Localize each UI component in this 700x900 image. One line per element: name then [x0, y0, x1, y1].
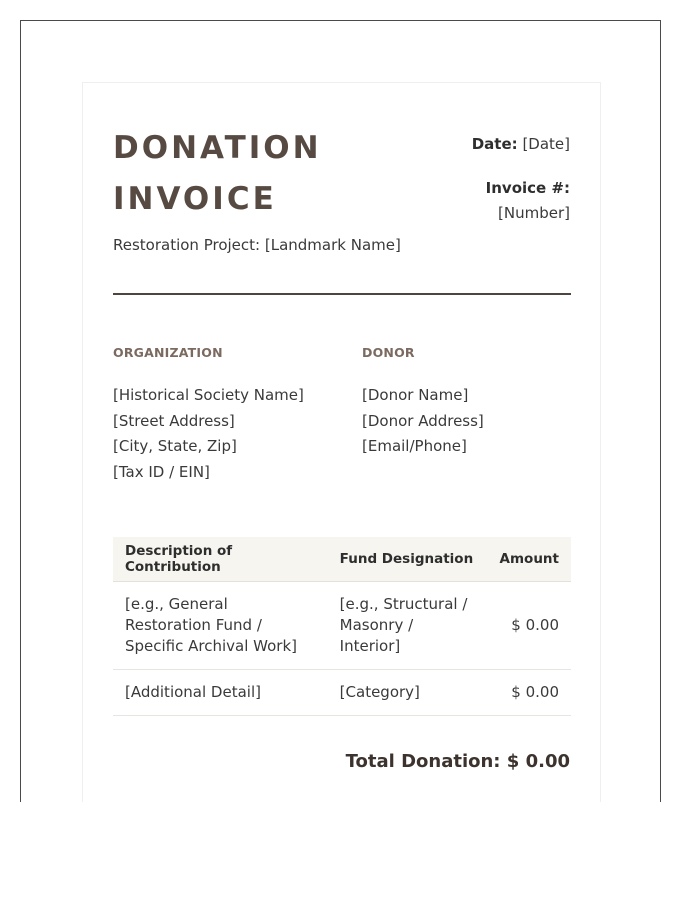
organization-line: [City, State, Zip]: [113, 437, 237, 456]
invoice-title: [113, 123, 393, 225]
invoice-meta: [410, 134, 570, 226]
donor-label: DONOR: [362, 345, 415, 360]
cell-amount: $ 0.00: [488, 670, 571, 716]
invoice-number-value: [Number]: [498, 204, 570, 222]
date-row: [410, 134, 570, 154]
project-label: Restoration Project:: [113, 236, 261, 254]
organization-block: [113, 345, 353, 486]
donor-line: [Email/Phone]: [362, 437, 467, 456]
cell-description: [Additional Detail]: [113, 670, 328, 716]
cell-fund: [Category]: [328, 670, 488, 716]
invoice-card: [82, 82, 601, 802]
project-value: [Landmark Name]: [264, 236, 401, 254]
total-label: Total Donation:: [345, 751, 501, 772]
table-row: [113, 670, 571, 716]
donor-line: [Donor Address]: [362, 411, 484, 430]
organization-line: [Tax ID / EIN]: [113, 463, 210, 482]
organization-line: [Street Address]: [113, 411, 235, 430]
title-line-1: DONATION: [113, 130, 322, 166]
invoice-number-row: [410, 176, 570, 226]
total-donation: [346, 751, 570, 772]
organization-label: ORGANIZATION: [113, 345, 223, 360]
total-value: $ 0.00: [506, 751, 570, 772]
cell-fund: [e.g., Structural / Masonry / Interior]: [328, 582, 488, 670]
donor-line: [Donor Name]: [362, 386, 469, 404]
contribution-table: [113, 537, 571, 716]
title-block: [113, 123, 393, 225]
donor-block: [362, 345, 562, 460]
invoice-number-label: Invoice #:: [485, 179, 570, 197]
organization-line: [Historical Society Name]: [113, 386, 304, 404]
project-line: [113, 236, 401, 254]
column-header-fund: Fund Designation: [328, 537, 488, 582]
date-value: [Date]: [522, 135, 570, 153]
cell-amount: $ 0.00: [488, 582, 571, 670]
date-label: Date:: [471, 135, 518, 153]
document-page: [20, 20, 661, 802]
header-divider: [113, 293, 571, 295]
column-header-description: Description of Contribution: [113, 537, 328, 582]
column-header-amount: Amount: [488, 537, 571, 582]
title-line-2: INVOICE: [113, 181, 277, 217]
cell-description: [e.g., General Restoration Fund / Specific Archival Work]: [113, 582, 328, 670]
table-row: [113, 582, 571, 670]
table-header-row: [113, 537, 571, 582]
